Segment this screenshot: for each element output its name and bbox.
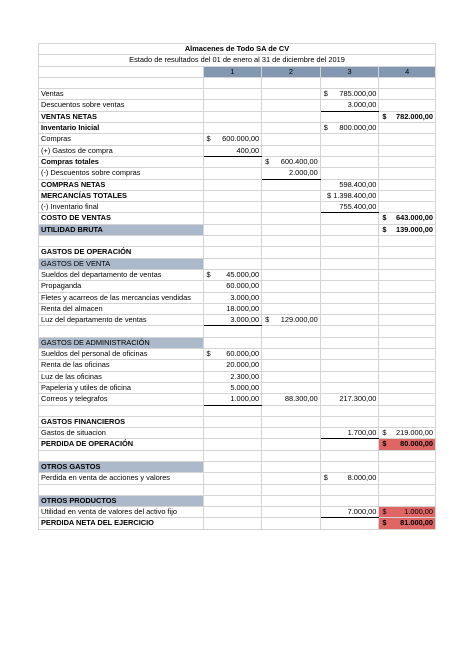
row-label: Perdida en venta de acciones y valores (39, 473, 204, 484)
table-row (39, 405, 436, 416)
amount-cell-col-4 (379, 484, 436, 495)
table-row (39, 507, 436, 518)
amount-cell-col-1 (203, 382, 262, 393)
table-row (39, 394, 436, 405)
amount-cell-col-3 (320, 236, 379, 247)
amount-value: 60.000,00 (226, 349, 260, 359)
row-label: COMPRAS NETAS (39, 179, 204, 190)
amount-cell-col-2 (262, 134, 321, 145)
table-row (39, 518, 436, 529)
amount-value: 800.000,00 (339, 123, 377, 133)
amount-value: 88.300,00 (284, 394, 318, 404)
amount-cell-col-3 (320, 416, 379, 427)
amount-cell-col-4 (379, 134, 436, 145)
amount-cell-col-1 (203, 236, 262, 247)
column-header-2: 2 (262, 66, 321, 77)
amount-cell-col-4 (379, 156, 436, 167)
income-statement-table (38, 43, 436, 530)
amount-cell-col-3 (320, 428, 379, 439)
amount-cell-col-1 (203, 258, 262, 269)
amount-cell-col-3 (320, 156, 379, 167)
row-label: (-) Inventario final (39, 202, 204, 213)
amount-value: 782.000,00 (396, 111, 433, 121)
amount-cell-col-2 (262, 315, 321, 326)
table-row (39, 156, 436, 167)
amount-cell-col-3 (320, 292, 379, 303)
amount-cell-col-3 (320, 213, 379, 224)
table-row (39, 236, 436, 247)
amount-cell-col-4 (379, 89, 436, 100)
table-row (39, 258, 436, 269)
amount-cell-col-4 (379, 202, 436, 213)
table-row (39, 224, 436, 235)
amount-cell-col-3 (320, 439, 379, 450)
amount-value: 45.000,00 (226, 269, 260, 279)
table-row (39, 439, 436, 450)
amount-cell-col-2 (262, 202, 321, 213)
row-label: Renta del almacen (39, 303, 204, 314)
amount-cell-col-3 (320, 145, 379, 156)
amount-cell-col-3 (320, 461, 379, 472)
amount-cell-col-4 (379, 77, 436, 88)
amount-cell-col-3 (320, 484, 379, 495)
table-row (39, 337, 436, 348)
table-row (39, 190, 436, 201)
currency-symbol: $ (265, 156, 270, 166)
row-label: PERDIDA NETA DEL EJERCICIO (39, 518, 204, 529)
amount-cell-col-2 (262, 371, 321, 382)
currency-symbol: $ (382, 439, 387, 449)
amount-cell-col-2 (262, 484, 321, 495)
amount-cell-col-2 (262, 269, 321, 280)
amount-cell-col-1 (203, 394, 262, 405)
row-label: Gastos de situacion (39, 428, 204, 439)
amount-cell-col-1 (203, 145, 262, 156)
amount-value: 60.000,00 (226, 281, 260, 291)
amount-cell-col-2 (262, 518, 321, 529)
amount-cell-col-2 (262, 89, 321, 100)
amount-cell-col-2 (262, 292, 321, 303)
row-label: (+) Gastos de compra (39, 145, 204, 156)
amount-cell-col-3 (320, 89, 379, 100)
row-label: Sueldos del departamento de ventas (39, 269, 204, 280)
table-row (39, 134, 436, 145)
amount-cell-col-1 (203, 202, 262, 213)
amount-cell-col-2 (262, 179, 321, 190)
amount-cell-col-4 (379, 371, 436, 382)
table-row (39, 416, 436, 427)
amount-cell-col-4 (379, 416, 436, 427)
amount-cell-col-3 (320, 507, 379, 518)
table-row (39, 315, 436, 326)
amount-cell-col-3 (320, 371, 379, 382)
amount-cell-col-2 (262, 405, 321, 416)
amount-cell-col-1 (203, 450, 262, 461)
amount-value: 598.400,00 (339, 179, 377, 189)
amount-cell-col-3 (320, 77, 379, 88)
currency-symbol: $ (382, 507, 387, 517)
row-label: Luz de las oficinas (39, 371, 204, 382)
amount-cell-col-3 (320, 495, 379, 506)
amount-value: 18.000,00 (226, 303, 260, 313)
amount-cell-col-4 (379, 258, 436, 269)
amount-cell-col-4 (379, 213, 436, 224)
row-label (39, 405, 204, 416)
title-row (39, 44, 436, 55)
amount-value: 2.300,00 (230, 371, 260, 381)
column-header-4: 4 (379, 66, 436, 77)
amount-cell-col-3 (320, 303, 379, 314)
currency-symbol: $ (323, 123, 328, 133)
table-row (39, 382, 436, 393)
amount-value: $ 1.398.400,00 (327, 190, 377, 200)
column-header-1: 1 (203, 66, 262, 77)
amount-cell-col-2 (262, 461, 321, 472)
currency-symbol: $ (382, 224, 387, 234)
row-label: (-) Descuentos sobre compras (39, 168, 204, 179)
amount-cell-col-3 (320, 349, 379, 360)
amount-cell-col-3 (320, 337, 379, 348)
amount-cell-col-2 (262, 450, 321, 461)
row-label: GASTOS DE OPERACIÓN (39, 247, 204, 258)
amount-cell-col-1 (203, 495, 262, 506)
amount-cell-col-2 (262, 281, 321, 292)
currency-symbol: $ (382, 111, 387, 121)
table-row (39, 179, 436, 190)
table-row (39, 326, 436, 337)
amount-cell-col-1 (203, 168, 262, 179)
currency-symbol: $ (206, 269, 211, 279)
row-label: Compras totales (39, 156, 204, 167)
currency-symbol: $ (265, 315, 270, 325)
amount-cell-col-1 (203, 473, 262, 484)
amount-cell-col-2 (262, 495, 321, 506)
currency-symbol: $ (206, 134, 211, 144)
table-row (39, 371, 436, 382)
amount-cell-col-4 (379, 111, 436, 122)
amount-cell-col-3 (320, 247, 379, 258)
amount-cell-col-4 (379, 428, 436, 439)
table-row (39, 213, 436, 224)
row-label (39, 326, 204, 337)
currency-symbol: $ (382, 213, 387, 223)
row-label: Fletes y acarreos de las mercancias vendidas (39, 292, 204, 303)
currency-symbol: $ (323, 89, 328, 99)
amount-value: 219.000,00 (396, 428, 433, 438)
amount-cell-col-3 (320, 123, 379, 134)
amount-cell-col-2 (262, 394, 321, 405)
amount-cell-col-2 (262, 416, 321, 427)
amount-value: 81.000,00 (400, 518, 433, 528)
amount-value: 600.400,00 (280, 156, 318, 166)
amount-cell-col-1 (203, 134, 262, 145)
row-label: Propaganda (39, 281, 204, 292)
amount-cell-col-3 (320, 360, 379, 371)
currency-symbol: $ (382, 518, 387, 528)
amount-cell-col-2 (262, 236, 321, 247)
amount-value: 7.000,00 (347, 507, 377, 517)
row-label: Correos y telegrafos (39, 394, 204, 405)
amount-value: 80.000,00 (400, 439, 433, 449)
amount-cell-col-4 (379, 292, 436, 303)
amount-cell-col-2 (262, 507, 321, 518)
amount-value: 1.700,00 (347, 428, 377, 438)
table-row (39, 111, 436, 122)
amount-cell-col-4 (379, 303, 436, 314)
row-label: GASTOS FINANCIEROS (39, 416, 204, 427)
amount-cell-col-1 (203, 518, 262, 529)
amount-cell-col-2 (262, 473, 321, 484)
amount-cell-col-2 (262, 111, 321, 122)
amount-cell-col-4 (379, 281, 436, 292)
amount-cell-col-1 (203, 337, 262, 348)
currency-symbol: $ (382, 428, 387, 438)
amount-cell-col-4 (379, 168, 436, 179)
amount-cell-col-1 (203, 439, 262, 450)
row-label (39, 77, 204, 88)
row-label: VENTAS NETAS (39, 111, 204, 122)
row-label: OTROS GASTOS (39, 461, 204, 472)
amount-cell-col-1 (203, 156, 262, 167)
amount-cell-col-4 (379, 123, 436, 134)
amount-cell-col-1 (203, 315, 262, 326)
amount-cell-col-4 (379, 224, 436, 235)
statement-subtitle: Estado de resultados del 01 de enero al 31 de diciembre del 2019 (39, 55, 436, 66)
row-label (39, 450, 204, 461)
amount-cell-col-1 (203, 326, 262, 337)
amount-value: 3.000,00 (347, 100, 377, 110)
amount-value: 5.000,00 (230, 382, 260, 392)
table-row (39, 100, 436, 111)
row-label: Utilidad en venta de valores del activo fijo (39, 507, 204, 518)
amount-cell-col-4 (379, 405, 436, 416)
amount-cell-col-1 (203, 179, 262, 190)
row-label: Inventario Inicial (39, 123, 204, 134)
amount-cell-col-1 (203, 247, 262, 258)
amount-value: 3.000,00 (230, 292, 260, 302)
amount-cell-col-2 (262, 213, 321, 224)
amount-cell-col-2 (262, 303, 321, 314)
row-label: UTILIDAD BRUTA (39, 224, 204, 235)
table-row (39, 473, 436, 484)
amount-cell-col-2 (262, 326, 321, 337)
amount-cell-col-3 (320, 258, 379, 269)
amount-value: 20.000,00 (226, 360, 260, 370)
amount-cell-col-3 (320, 326, 379, 337)
amount-cell-col-3 (320, 202, 379, 213)
amount-cell-col-1 (203, 89, 262, 100)
amount-cell-col-1 (203, 281, 262, 292)
table-row (39, 495, 436, 506)
amount-cell-col-2 (262, 168, 321, 179)
subtitle-row (39, 55, 436, 66)
amount-cell-col-4 (379, 473, 436, 484)
row-label (39, 484, 204, 495)
amount-cell-col-1 (203, 405, 262, 416)
row-label: Descuentos sobre ventas (39, 100, 204, 111)
amount-value: 129.000,00 (280, 315, 318, 325)
column-header-row (39, 66, 436, 77)
table-row (39, 292, 436, 303)
amount-cell-col-1 (203, 224, 262, 235)
table-row (39, 247, 436, 258)
row-label: PERDIDA DE OPERACIÓN (39, 439, 204, 450)
amount-cell-col-2 (262, 439, 321, 450)
amount-cell-col-3 (320, 111, 379, 122)
row-label: GASTOS DE VENTA (39, 258, 204, 269)
amount-cell-col-2 (262, 247, 321, 258)
amount-value: 1.000,00 (230, 394, 260, 404)
row-label: COSTO DE VENTAS (39, 213, 204, 224)
amount-cell-col-2 (262, 77, 321, 88)
amount-cell-col-4 (379, 179, 436, 190)
amount-cell-col-4 (379, 190, 436, 201)
amount-value: 643.000,00 (396, 213, 433, 223)
amount-cell-col-4 (379, 507, 436, 518)
amount-cell-col-4 (379, 394, 436, 405)
amount-cell-col-4 (379, 518, 436, 529)
table-row (39, 450, 436, 461)
amount-value: 600.000,00 (222, 134, 260, 144)
table-row (39, 269, 436, 280)
table-row (39, 202, 436, 213)
table-row (39, 360, 436, 371)
table-row (39, 145, 436, 156)
amount-cell-col-2 (262, 428, 321, 439)
amount-value: 755.400,00 (339, 202, 377, 212)
table-row (39, 428, 436, 439)
currency-symbol: $ (206, 349, 211, 359)
amount-cell-col-4 (379, 349, 436, 360)
amount-value: 139.000,00 (396, 224, 433, 234)
amount-cell-col-2 (262, 349, 321, 360)
row-label (39, 236, 204, 247)
amount-cell-col-4 (379, 145, 436, 156)
amount-cell-col-2 (262, 360, 321, 371)
amount-cell-col-4 (379, 382, 436, 393)
amount-cell-col-2 (262, 145, 321, 156)
amount-value: 400,00 (236, 145, 260, 155)
amount-cell-col-2 (262, 224, 321, 235)
amount-cell-col-1 (203, 371, 262, 382)
amount-cell-col-1 (203, 303, 262, 314)
amount-cell-col-4 (379, 360, 436, 371)
amount-cell-col-3 (320, 473, 379, 484)
amount-cell-col-1 (203, 416, 262, 427)
amount-cell-col-1 (203, 292, 262, 303)
amount-cell-col-4 (379, 247, 436, 258)
amount-cell-col-4 (379, 269, 436, 280)
currency-symbol: $ (323, 473, 328, 483)
row-label: GASTOS DE ADMINISTRACIÓN (39, 337, 204, 348)
amount-cell-col-3 (320, 405, 379, 416)
amount-value: 2.000,00 (288, 168, 318, 178)
amount-cell-col-3 (320, 518, 379, 529)
row-label: Ventas (39, 89, 204, 100)
amount-cell-col-4 (379, 495, 436, 506)
amount-cell-col-2 (262, 258, 321, 269)
amount-cell-col-3 (320, 382, 379, 393)
amount-cell-col-1 (203, 190, 262, 201)
amount-value: 785.000,00 (339, 89, 377, 99)
statement-title: Almacenes de Todo SA de CV (39, 44, 436, 55)
amount-value: 8.000,00 (347, 473, 377, 483)
table-row (39, 77, 436, 88)
amount-cell-col-2 (262, 123, 321, 134)
column-header-blank (39, 66, 204, 77)
table-row (39, 349, 436, 360)
amount-cell-col-3 (320, 179, 379, 190)
table-row (39, 281, 436, 292)
column-header-3: 3 (320, 66, 379, 77)
amount-cell-col-1 (203, 428, 262, 439)
amount-cell-col-1 (203, 213, 262, 224)
amount-cell-col-1 (203, 461, 262, 472)
amount-cell-col-1 (203, 100, 262, 111)
amount-cell-col-4 (379, 337, 436, 348)
amount-cell-col-3 (320, 168, 379, 179)
amount-cell-col-2 (262, 382, 321, 393)
amount-cell-col-2 (262, 190, 321, 201)
row-label: Compras (39, 134, 204, 145)
amount-cell-col-3 (320, 281, 379, 292)
amount-cell-col-3 (320, 315, 379, 326)
row-label: Renta de las oficinas (39, 360, 204, 371)
amount-cell-col-1 (203, 123, 262, 134)
amount-cell-col-1 (203, 269, 262, 280)
amount-cell-col-1 (203, 360, 262, 371)
table-row (39, 123, 436, 134)
row-label: Sueldos del personal de oficinas (39, 349, 204, 360)
amount-cell-col-1 (203, 111, 262, 122)
row-label: OTROS PRODUCTOS (39, 495, 204, 506)
amount-cell-col-4 (379, 450, 436, 461)
amount-cell-col-1 (203, 349, 262, 360)
table-row (39, 484, 436, 495)
amount-cell-col-3 (320, 134, 379, 145)
amount-cell-col-1 (203, 484, 262, 495)
amount-cell-col-2 (262, 156, 321, 167)
amount-cell-col-1 (203, 507, 262, 518)
amount-cell-col-1 (203, 77, 262, 88)
amount-cell-col-3 (320, 190, 379, 201)
amount-cell-col-4 (379, 100, 436, 111)
table-row (39, 168, 436, 179)
amount-cell-col-2 (262, 100, 321, 111)
amount-cell-col-4 (379, 326, 436, 337)
amount-cell-col-3 (320, 269, 379, 280)
amount-cell-col-3 (320, 100, 379, 111)
table-row (39, 303, 436, 314)
amount-cell-col-4 (379, 461, 436, 472)
table-row (39, 461, 436, 472)
amount-cell-col-3 (320, 224, 379, 235)
row-label: MERCANCÍAS TOTALES (39, 190, 204, 201)
amount-cell-col-3 (320, 394, 379, 405)
amount-cell-col-4 (379, 315, 436, 326)
amount-value: 1.000,00 (404, 507, 433, 517)
row-label: Luz del departamento de ventas (39, 315, 204, 326)
amount-cell-col-4 (379, 439, 436, 450)
amount-cell-col-4 (379, 236, 436, 247)
amount-value: 217.300,00 (339, 394, 377, 404)
amount-cell-col-3 (320, 450, 379, 461)
amount-cell-col-2 (262, 337, 321, 348)
amount-value: 3.000,00 (230, 315, 260, 325)
row-label: Papeleria y utiles de oficina (39, 382, 204, 393)
table-row (39, 89, 436, 100)
